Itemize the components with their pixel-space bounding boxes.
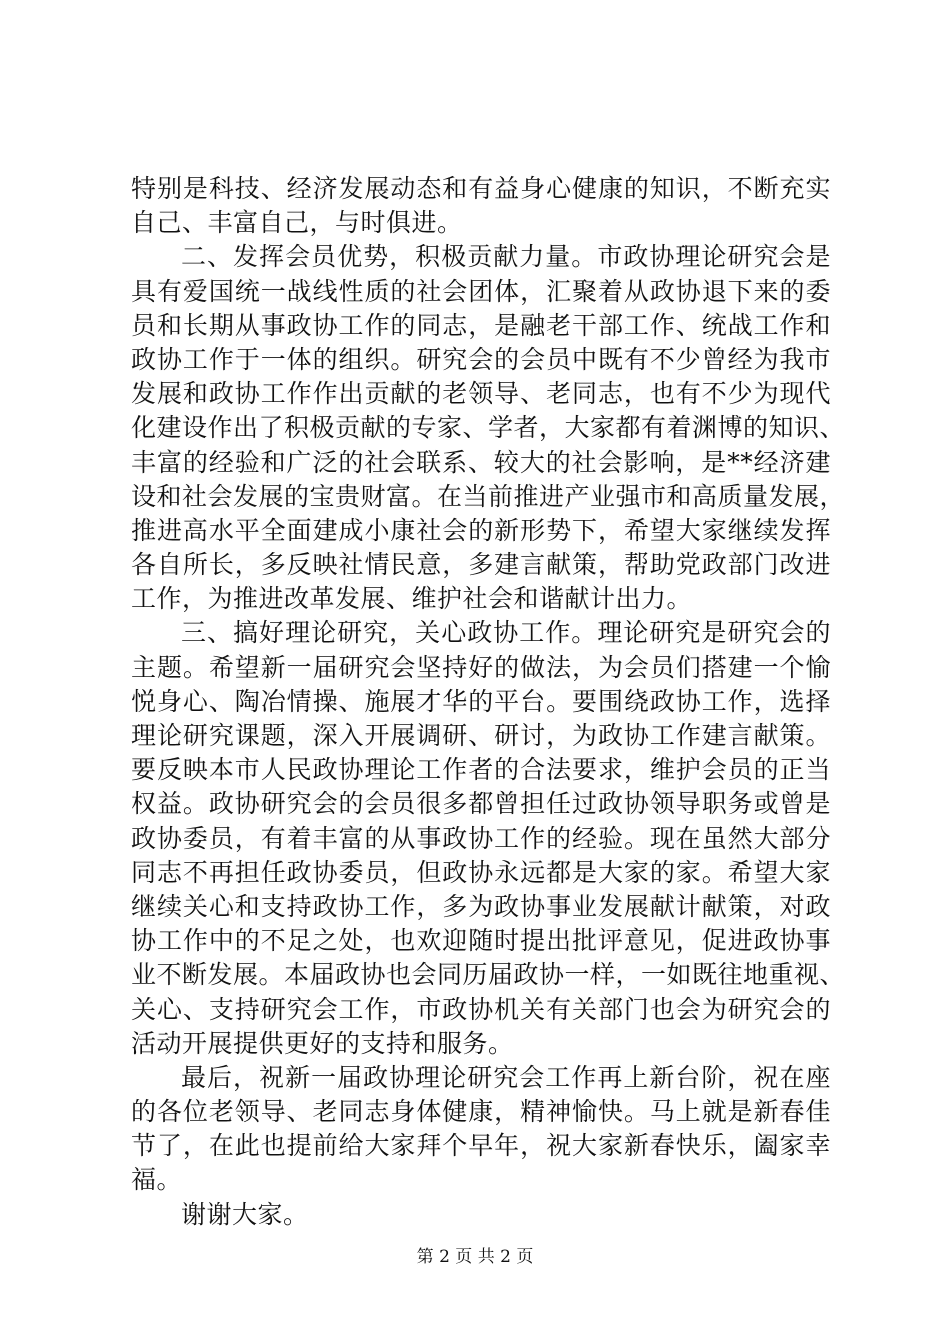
text-line: 同志不再担任政协委员，但政协永远都是大家的家。希望大家 — [131, 857, 831, 887]
text-line: 权益。政协研究会的会员很多都曾担任过政协领导职务或曾是 — [131, 789, 831, 819]
text-line: 关心、支持研究会工作，市政协机关有关部门也会为研究会的 — [131, 994, 831, 1024]
thanks-line: 谢谢大家。 — [181, 1199, 309, 1229]
text-line: 具有爱国统一战线性质的社会团体，汇聚着从政协退下来的委 — [131, 276, 831, 306]
text-line: 悦身心、陶冶情操、施展才华的平台。要围绕政协工作，选择 — [131, 686, 831, 716]
paragraph-heading-line: 三、搞好理论研究，关心政协工作。理论研究是研究会的 — [181, 618, 831, 648]
page-number-label: 第 2 页 共 2 页 — [416, 1247, 534, 1267]
text-line: 活动开展提供更好的支持和服务。 — [131, 1028, 514, 1058]
text-line: 要反映本市人民政协理论工作者的合法要求，维护会员的正当 — [131, 755, 831, 785]
document-body — [131, 172, 846, 1232]
text-line: 推进高水平全面建成小康社会的新形势下，希望大家继续发挥 — [131, 515, 831, 545]
text-line: 丰富的经验和广泛的社会联系、较大的社会影响，是**经济建 — [131, 447, 831, 477]
text-line: 理论研究课题，深入开展调研、研讨，为政协工作建言献策。 — [131, 721, 831, 750]
closing-paragraph-line: 最后，祝新一届政协理论研究会工作再上新台阶，祝在座 — [181, 1062, 831, 1092]
text-line: 工作，为推进改革发展、维护社会和谐献计出力。 — [131, 584, 693, 614]
text-line: 节了，在此也提前给大家拜个早年，祝大家新春快乐，阖家幸 — [131, 1131, 831, 1161]
page-footer — [0, 1246, 950, 1268]
text-line: 设和社会发展的宝贵财富。在当前推进产业强市和高质量发展， — [131, 481, 846, 511]
text-line: 员和长期从事政协工作的同志，是融老干部工作、统战工作和 — [131, 310, 831, 340]
text-line: 化建设作出了积极贡献的专家、学者，大家都有着渊博的知识、 — [131, 413, 846, 443]
text-line: 政协委员，有着丰富的从事政协工作的经验。现在虽然大部分 — [131, 823, 831, 853]
text-line: 协工作中的不足之处，也欢迎随时提出批评意见，促进政协事 — [131, 926, 831, 956]
text-line: 主题。希望新一届研究会坚持好的做法，为会员们搭建一个愉 — [131, 652, 831, 682]
text-line: 继续关心和支持政协工作，多为政协事业发展献计献策，对政 — [131, 891, 831, 921]
text-line: 业不断发展。本届政协也会同历届政协一样，一如既往地重视、 — [131, 960, 846, 990]
paragraph-heading-line: 二、发挥会员优势，积极贡献力量。市政协理论研究会是 — [181, 242, 831, 272]
text-line: 发展和政协工作作出贡献的老领导、老同志，也有不少为现代 — [131, 379, 831, 409]
text-line: 特别是科技、经济发展动态和有益身心健康的知识，不断充实 — [131, 174, 831, 203]
text-line: 政协工作于一体的组织。研究会的会员中既有不少曾经为我市 — [131, 344, 831, 374]
text-line: 的各位老领导、老同志身体健康，精神愉快。马上就是新春佳 — [131, 1097, 831, 1127]
text-line: 自己、丰富自己，与时俱进。 — [131, 208, 463, 238]
text-line: 各自所长，多反映社情民意，多建言献策，帮助党政部门改进 — [131, 550, 831, 580]
text-line: 福。 — [131, 1165, 183, 1195]
